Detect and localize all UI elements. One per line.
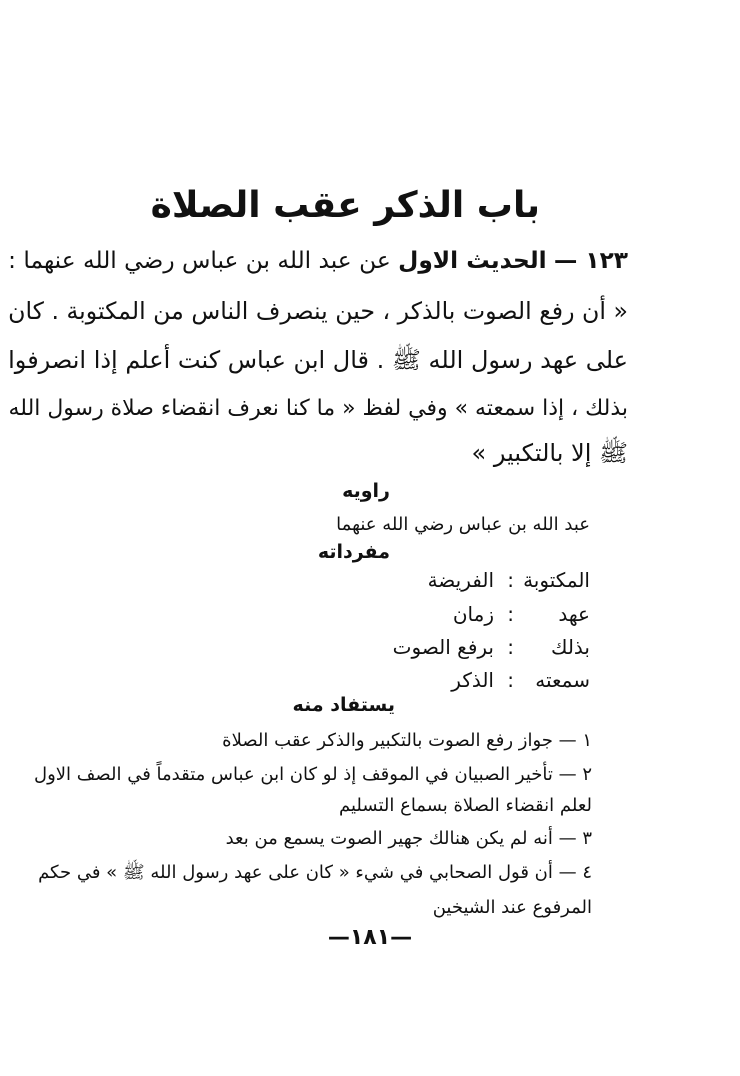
hadith-line-3: على عهد رسول الله ﷺ . قال ابن عباس كنت أعلم إذا انصرفوا	[8, 346, 628, 374]
vocab-definition: الذكر	[451, 668, 494, 692]
hadith-line-4: بذلك ، إذا سمعته » وفي لفظ « ما كنا نعرف انقضاء صلاة رسول الله	[8, 396, 628, 421]
benefit-line: ٤ — أن قول الصحابي في شيء « كان على عهد رسول الله ﷺ » في حكم	[38, 862, 592, 883]
vocab-term: سمعته	[535, 668, 590, 692]
narrator-text: عبد الله بن عباس رضي الله عنهما	[336, 514, 590, 535]
vocab-colon: :	[507, 568, 514, 592]
hadith-lead: الحديث الاول	[398, 247, 547, 274]
vocab-term: عهد	[558, 602, 590, 626]
benefit-line: ٢ — تأخير الصبيان في الموقف إذ لو كان ابن عباس متقدماً في الصف الاول	[34, 764, 592, 785]
benefit-line: ١ — جواز رفع الصوت بالتكبير والذكر عقب الصلاة	[222, 730, 592, 751]
benefit-line: لعلم انقضاء الصلاة بسماع التسليم	[339, 795, 592, 816]
benefits-heading: يستفاد منه	[292, 694, 395, 716]
vocab-item	[330, 599, 590, 629]
hadith-line-2: « أن رفع الصوت بالذكر ، حين ينصرف الناس من المكتوبة . كان	[8, 297, 628, 325]
benefit-line: المرفوع عند الشيخين	[432, 897, 592, 918]
vocab-item	[330, 665, 590, 695]
vocab-colon: :	[507, 668, 514, 692]
chapter-title: باب الذكر عقب الصلاة	[150, 185, 540, 226]
vocab-item	[330, 632, 590, 662]
hadith-line-5: ﷺ إلا بالتكبير »	[471, 439, 628, 467]
narrator-heading: راويه	[342, 480, 390, 502]
hadith-line-1	[8, 244, 628, 278]
hadith-line-1-text: عن عبد الله بن عباس رضي الله عنهما :	[8, 247, 391, 274]
hadith-number: ١٢٣ —	[553, 247, 628, 274]
vocab-term: بذلك	[550, 635, 590, 659]
vocab-definition: زمان	[452, 602, 494, 626]
vocab-definition: برفع الصوت	[392, 635, 494, 659]
vocab-colon: :	[507, 602, 514, 626]
benefit-line: ٣ — أنه لم يكن هنالك جهير الصوت يسمع من بعد	[225, 828, 592, 849]
vocab-colon: :	[507, 635, 514, 659]
vocab-definition: الفريضة	[427, 568, 494, 592]
vocabulary-heading: مفرداته	[317, 541, 390, 563]
vocab-term: المكتوبة	[523, 568, 590, 592]
page-number: —١٨١—	[327, 925, 413, 950]
vocab-item	[330, 565, 590, 595]
